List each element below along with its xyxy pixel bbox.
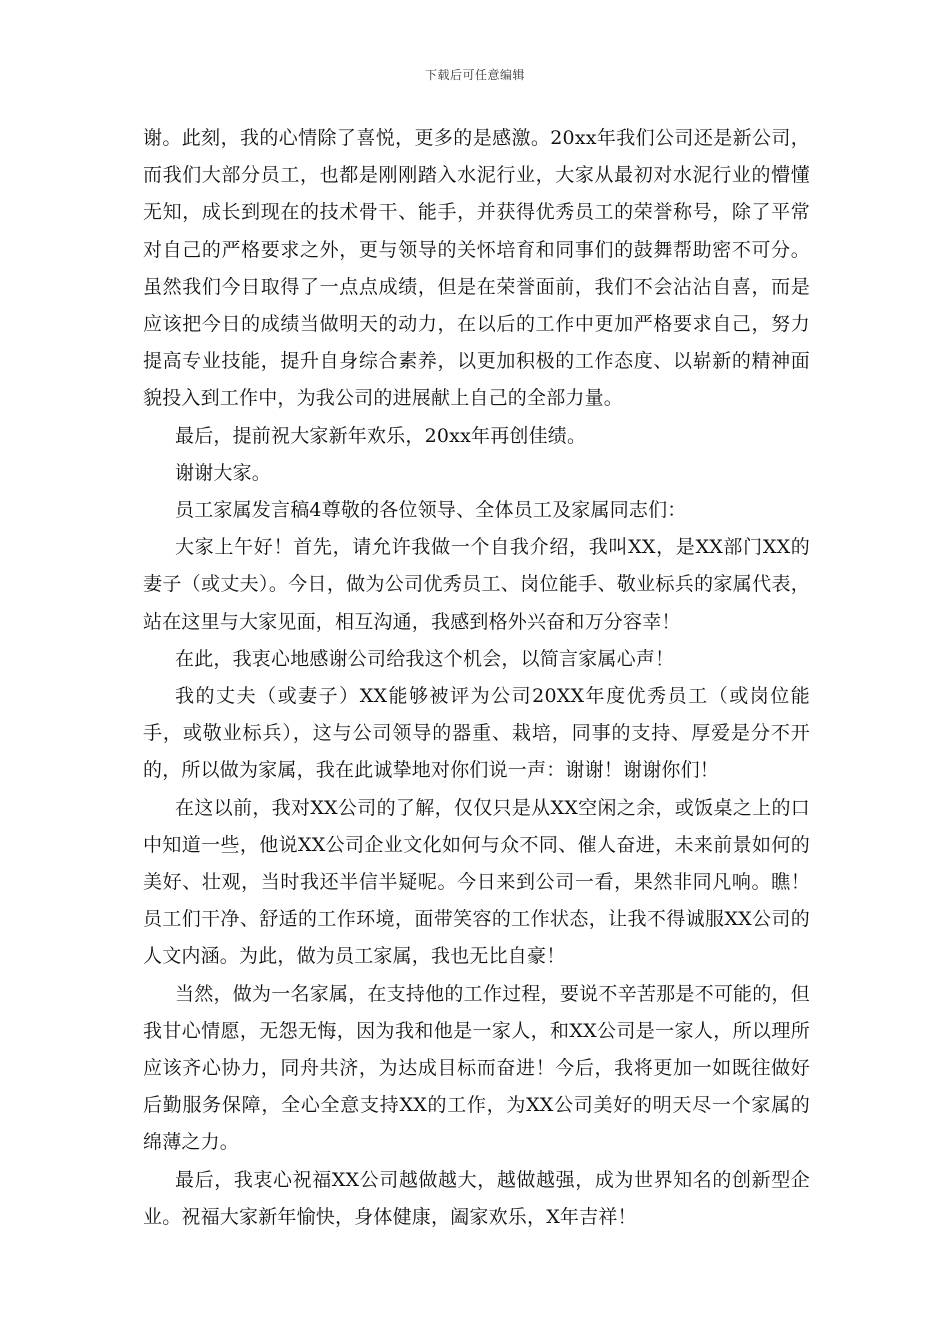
paragraph-heading: 员工家属发言稿4尊敬的各位领导、全体员工及家属同志们： — [175, 499, 687, 522]
paragraph: 在这以前，我对XX公司的了解，仅仅只是从XX空闲之余，或饭桌之上的口中知道一些，他说XX公司企业文化如何与众不同、催人奋进，未来前景如何的美好、壮观，当时我还半信半疑呢。今日来到公司一看，果然非同凡响。瞧！员工们干净、舒适的工作环境，面带笑容的工作状态，让我不得诚服XX公司的人文内涵。为此，做为员工家属，我也无比自豪！ — [143, 796, 810, 968]
page-header-note: 下载后可任意编辑 — [424, 68, 525, 82]
paragraph: 大家上午好！首先，请允许我做一个自我介绍，我叫XX，是XX部门XX的妻子（或丈夫）。今日，做为公司优秀员工、岗位能手、敬业标兵的家属代表，站在这里与大家见面，相互沟通，我感到格外兴奋和万分容幸！ — [143, 536, 810, 633]
paragraph: 谢。此刻，我的心情除了喜悦，更多的是感激。20xx年我们公司还是新公司，而我们大部分员工，也都是刚刚踏入水泥行业，大家从最初对水泥行业的懵懂无知，成长到现在的技术骨干、能手，并获得优秀员工的荣誉称号，除了平常对自己的严格要求之外，更与领导的关怀培育和同事们的鼓舞帮助密不可分。虽然我们今日取得了一点点成绩，但是在荣誉面前，我们不会沾沾自喜，而是应该把今日的成绩当做明天的动力，在以后的工作中更加严格要求自己，努力提高专业技能，提升自身综合素养，以更加积极的工作态度、以崭新的精神面貌投入到工作中，为我公司的进展献上自己的全部力量。 — [143, 127, 810, 410]
paragraph: 最后，提前祝大家新年欢乐，20xx年再创佳绩。 — [175, 424, 587, 447]
paragraph: 谢谢大家。 — [175, 461, 272, 484]
paragraph: 当然，做为一名家属，在支持他的工作过程，要说不辛苦那是不可能的，但我甘心情愿，无怨无悔，因为我和他是一家人，和XX公司是一家人，所以理所应该齐心协力，同舟共济，为达成目标而奋进！今后，我将更加一如既往做好后勤服务保障，全心全意支持XX的工作，为XX公司美好的明天尽一个家属的绵薄之力。 — [143, 982, 810, 1154]
paragraph: 我的丈夫（或妻子）XX能够被评为公司20XX年度优秀员工（或岗位能手，或敬业标兵），这与公司领导的器重、栽培，同事的支持、厚爱是分不开的，所以做为家属，我在此诚挚地对你们说一声：谢谢！谢谢你们！ — [143, 685, 810, 782]
paragraph: 在此，我衷心地感谢公司给我这个机会，以简言家属心声！ — [175, 647, 675, 670]
document-body — [143, 120, 810, 1236]
paragraph: 最后，我衷心祝福XX公司越做越大，越做越强，成为世界知名的创新型企业。祝福大家新年愉快，身体健康，阖家欢乐，X年吉祥！ — [143, 1168, 810, 1228]
